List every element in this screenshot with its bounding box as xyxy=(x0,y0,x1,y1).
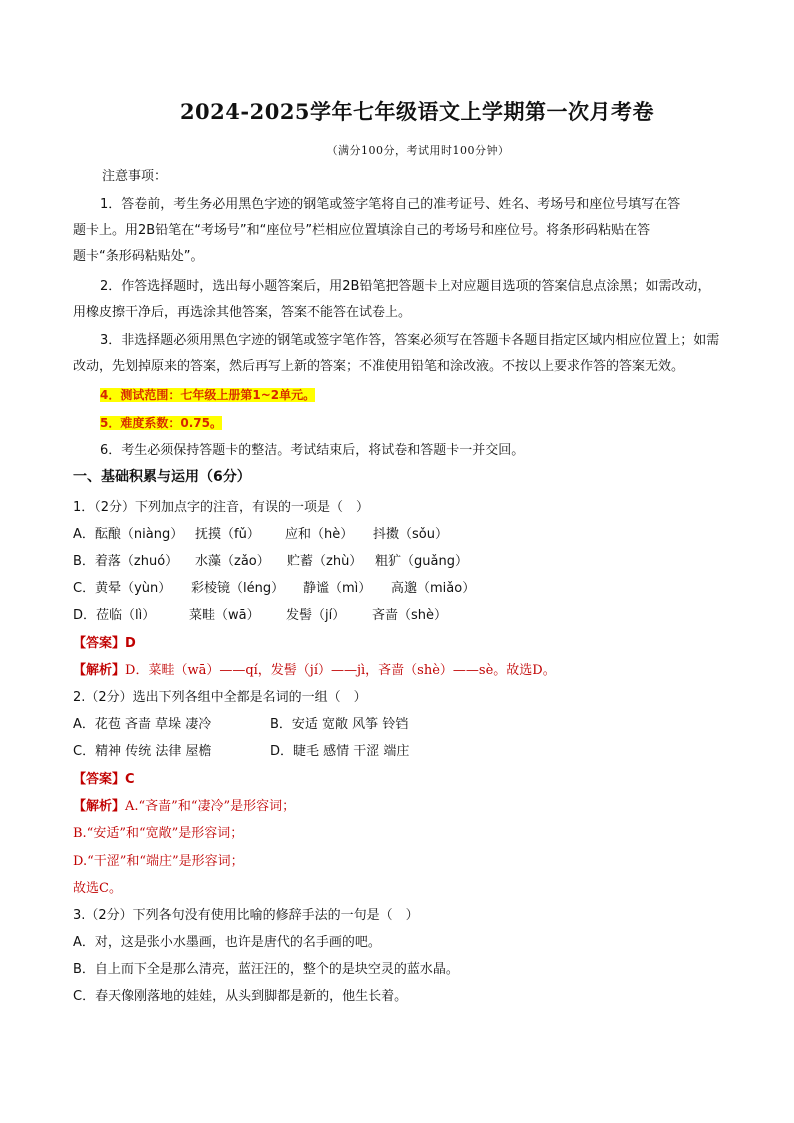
q1-answer-value: D xyxy=(125,636,136,651)
q2-stem: 2.（2分）选出下列各组中全都是名词的一组（ ） xyxy=(73,690,367,705)
exam-subtitle: （满分100分，考试用时100分钟） xyxy=(326,144,510,157)
q1-d-1: D．莅临（lì） xyxy=(73,608,156,623)
q2-option-c: C．精神 传统 法律 屋檐 xyxy=(73,744,212,759)
note-1-line-3: 题卡“条形码粘贴处”。 xyxy=(73,249,204,264)
q2-answer-label: 【答案】 xyxy=(73,772,126,787)
q1-b-2: 水藻（zǎo） xyxy=(195,554,270,569)
q1-b-4: 粗犷（guǎng） xyxy=(375,554,468,569)
note-1-line-1: 1．答卷前，考生务必用黑色字迹的钢笔或签字笔将自己的准考证号、姓名、考场号和座位号填写在答 xyxy=(100,197,681,212)
q1-a-4: 抖擞（sǒu） xyxy=(373,527,448,542)
note-3-line-1: 3．非选择题必须用黑色字迹的钢笔或签字笔作答，答案必须写在答题卡各题目指定区域内相应位置上；如需 xyxy=(100,333,720,348)
q2-option-d: D．睫毛 感情 干涩 端庄 xyxy=(270,744,410,759)
q1-option-d xyxy=(73,607,447,625)
q1-option-b xyxy=(73,553,468,571)
note-6: 6．考生必须保持答题卡的整洁。考试结束后，将试卷和答题卡一并交回。 xyxy=(100,443,525,458)
test-scope-highlight: 4．测试范围：七年级上册第1~2单元。 xyxy=(100,388,316,402)
note-3-line-2: 改动，先划掉原来的答案，然后再写上新的答案；不准使用铅笔和涂改液。不按以上要求作答的答案无效。 xyxy=(73,359,685,374)
exam-title: 2024-2025学年七年级语文上学期第一次月考卷 xyxy=(179,99,655,124)
q2-analysis xyxy=(73,798,295,816)
q2-analysis-a: A.“吝啬”和“凄冷”是形容词； xyxy=(125,799,296,814)
q3-option-b: B．自上而下全是那么清亮，蓝汪汪的，整个的是块空灵的蓝水晶。 xyxy=(73,962,459,977)
q2-option-b: B．安适 宽敞 风筝 铃铛 xyxy=(270,717,409,732)
q2-analysis-d: D.“干涩”和“端庄”是形容词； xyxy=(73,854,244,869)
difficulty-highlight: 5．难度系数：0.75。 xyxy=(100,416,222,430)
q1-answer xyxy=(73,635,136,653)
q2-option-a: A．花苞 吝啬 草垛 凄冷 xyxy=(73,717,212,732)
section-1-heading: 一、基础积累与运用（6分） xyxy=(73,469,251,485)
q1-a-1: A．酝酿（niàng） xyxy=(73,527,184,542)
note-4 xyxy=(100,386,315,405)
q3-option-a: A．对，这是张小水墨画，也许是唐代的名手画的吧。 xyxy=(73,935,381,950)
q1-d-4: 吝啬（shè） xyxy=(372,608,448,623)
q1-analysis-label: 【解析】 xyxy=(73,663,126,678)
note-5 xyxy=(100,414,222,433)
q1-option-c xyxy=(73,580,475,598)
q1-d-3: 发髻（jí） xyxy=(286,608,346,623)
q1-c-4: 高邈（miǎo） xyxy=(391,581,476,596)
q1-b-1: B．着落（zhuó） xyxy=(73,554,179,569)
q1-c-3: 静谧（mì） xyxy=(303,581,372,596)
q1-a-3: 应和（hè） xyxy=(285,527,354,542)
q2-analysis-label: 【解析】 xyxy=(73,799,126,814)
note-2-line-2: 用橡皮擦干净后，再选涂其他答案，答案不能答在试卷上。 xyxy=(73,305,412,320)
q1-analysis xyxy=(73,662,556,680)
q1-c-2: 彩棱镜（léng） xyxy=(191,581,285,596)
q2-analysis-conclusion: 故选C。 xyxy=(73,881,122,896)
q1-analysis-text: D．菜畦（wā）——qí，发髻（jí）——jì，吝啬（shè）——sè。故选D。 xyxy=(125,663,556,678)
q2-answer-value: C xyxy=(125,772,135,787)
q1-c-1: C．黄晕（yùn） xyxy=(73,581,172,596)
q3-stem: 3.（2分）下列各句没有使用比喻的修辞手法的一句是（ ） xyxy=(73,908,419,923)
q3-option-c: C．春天像刚落地的娃娃，从头到脚都是新的，他生长着。 xyxy=(73,989,408,1004)
note-2-line-1: 2．作答选择题时，选出每小题答案后，用2B铅笔把答题卡上对应题目选项的答案信息点涂黑；如需改动， xyxy=(100,279,711,294)
notes-heading: 注意事项： xyxy=(102,169,168,184)
q1-d-2: 菜畦（wā） xyxy=(189,608,260,623)
q1-answer-label: 【答案】 xyxy=(73,636,126,651)
q2-answer xyxy=(73,771,135,789)
note-1-line-2: 题卡上。用2B铅笔在“考场号”和“座位号”栏相应位置填涂自己的考场号和座位号。将条形码粘贴在答 xyxy=(73,223,651,238)
q1-stem: 1．（2分）下列加点字的注音，有误的一项是（ ） xyxy=(73,500,370,515)
q1-b-3: 贮蓄（zhù） xyxy=(287,554,363,569)
q2-analysis-b: B.“安适”和“宽敞”是形容词； xyxy=(73,826,244,841)
q1-a-2: 抚摸（fǔ） xyxy=(195,527,260,542)
q1-option-a xyxy=(73,526,448,544)
